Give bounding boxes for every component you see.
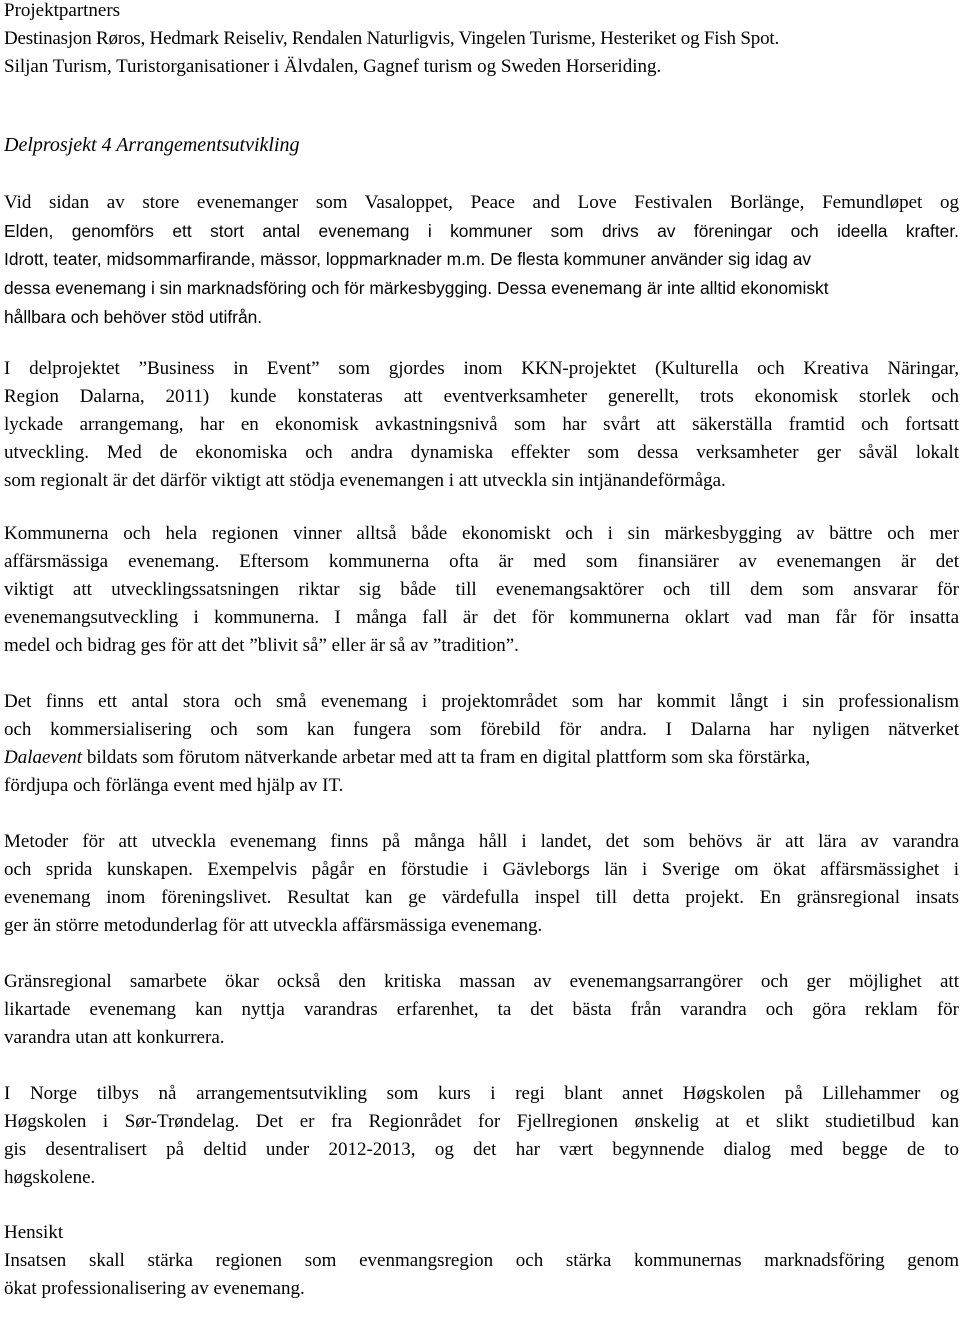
paragraph-line: Insatsen skall stärka regionen som evenmangsregion och stärka kommunernas marknadsföring genom <box>4 1250 959 1271</box>
paragraph-line: viktigt att utvecklingssatsningen riktar sig både till evenemangsaktörer och till dem som ansvarar för <box>4 579 959 600</box>
paragraph-line: ger än större metodunderlag för att utveckla affärsmässiga evenemang. <box>4 915 543 936</box>
paragraph-gransregional <box>4 968 959 1052</box>
paragraph-line: hållbara och behöver stöd utifrån. <box>4 307 263 327</box>
paragraph-line: Høgskolen i Sør-Trøndelag. Det er fra Regionrådet for Fjellregionen ønskelig at et slikt studietilbud kan <box>4 1111 959 1132</box>
paragraph-line: fördjupa och förlänga event med hjälp av IT. <box>4 775 344 796</box>
paragraph-line: høgskolene. <box>4 1167 96 1188</box>
paragraph-line: Det finns ett antal stora och små evenemang i projektområdet som har kommit långt i sin professionalism <box>4 691 959 712</box>
paragraph-line: Region Dalarna, 2011) kunde konstateras att eventverksamheter generellt, trots ekonomisk storlek och <box>4 386 959 407</box>
document-page <box>4 0 959 1303</box>
paragraph-line: och kommersialisering och som kan fungera som förebild för andra. I Dalarna har nyligen nätverket <box>4 719 959 740</box>
text-run: De flesta kommuner använder sig idag av <box>485 249 812 269</box>
paragraph-line: evenemangsutveckling i kommunerna. I många fall är det för kommunerna oklart vad man får för insatta <box>4 607 959 628</box>
paragraph-line: Vid sidan av store evenemanger som Vasaloppet, Peace and Love Festivalen Borlänge, Femundløpet og <box>4 192 959 213</box>
paragraph-intro <box>4 189 959 331</box>
paragraph-line: Gränsregional samarbete ökar också den kritiska massan av evenemangsarrangörer och ger möjlighet att <box>4 971 959 992</box>
paragraph-line: Kommunerna och hela regionen vinner alltså både ekonomiskt och i sin märkesbygging av bättre och mer <box>4 523 959 544</box>
paragraph-line: och sprida kunskapen. Exempelvis pågår en förstudie i Gävleborgs län i Sverige om ökat affärsmässighet i <box>4 859 959 880</box>
paragraph-business-in-event <box>4 355 959 495</box>
paragraph-line: evenemang inom föreningslivet. Resultat kan ge värdefulla inspel till detta projekt. En gränsregional insats <box>4 887 959 908</box>
hensikt-heading: Hensikt <box>4 1222 64 1243</box>
text-run: bildats som förutom nätverkande arbetar med att ta fram en digital plattform som ska förstärka, <box>82 747 811 768</box>
paragraph-line: lyckade arrangemang, har en ekonomisk avkastningsnivå som har svårt att säkerställa framtid och fortsatt <box>4 414 959 435</box>
paragraph-line: I Norge tilbys nå arrangementsutvikling som kurs i regi blant annet Høgskolen på Lillehammer og <box>4 1083 959 1104</box>
paragraph-kommunerna <box>4 520 959 660</box>
paragraph-line <box>4 744 959 772</box>
paragraph-line: utveckling. Med de ekonomiska och andra dynamiska effekter som dessa verksamheter ger såväl lokalt <box>4 442 959 463</box>
paragraph-line: medel och bidrag ges för att det ”blivit så” eller är så av ”tradition”. <box>4 635 519 656</box>
paragraph-metoder <box>4 828 959 940</box>
text-run: Dessa evenemang är inte alltid ekonomiskt <box>492 278 829 298</box>
paragraph-line: Metoder för att utveckla evenemang finns på många håll i landet, det som behövs är att lära av varandra <box>4 831 959 852</box>
paragraph-line: I delprojektet ”Business in Event” som gjordes inom KKN-projektet (Kulturella och Kreativa Näringar, <box>4 358 959 379</box>
partners-line-1: Destinasjon Røros, Hedmark Reiseliv, Rendalen Naturligvis, Vingelen Turisme, Hesteriket og Fish Spot. <box>4 28 780 49</box>
paragraph-line: som regionalt är det därför viktigt att stödja evenemangen i att utveckla sin intjänandeförmåga. <box>4 470 726 491</box>
paragraph-line: Elden, genomförs ett stort antal evenemang i kommuner som drivs av föreningar och ideella krafter. <box>4 221 959 241</box>
text-run: dessa evenemang i sin marknadsföring och för märkesbygging. <box>4 278 493 298</box>
partners-heading: Projektpartners <box>4 0 121 21</box>
paragraph-line: varandra utan att konkurrera. <box>4 1027 225 1048</box>
section-title: Delprosjekt 4 Arrangementsutvikling <box>4 134 300 156</box>
partners-line-2: Siljan Turism, Turistorganisationer i Älvdalen, Gagnef turism og Sweden Horseriding. <box>4 56 662 77</box>
paragraph-line: likartade evenemang kan nyttja varandras erfarenhet, ta det bästa från varandra och göra reklam för <box>4 999 959 1020</box>
partners-block <box>4 0 959 81</box>
dalaevent-name: Dalaevent <box>4 747 83 768</box>
paragraph-projektomradet <box>4 688 959 800</box>
hensikt-block <box>4 1219 959 1303</box>
paragraph-line: ökat professionalisering av evenemang. <box>4 1278 305 1299</box>
paragraph-line: gis desentralisert på deltid under 2012-2013, og det har vært begynnende dialog med begge de to <box>4 1139 959 1160</box>
paragraph-norge <box>4 1080 959 1192</box>
text-run: Idrott, teater, midsommarfirande, mässor, loppmarknader m.m. <box>4 249 486 269</box>
paragraph-line: affärsmässiga evenemang. Eftersom kommunerna ofta är med som finansiärer av evenemangen är det <box>4 551 959 572</box>
paragraph-line <box>4 274 959 303</box>
paragraph-line <box>4 245 959 274</box>
